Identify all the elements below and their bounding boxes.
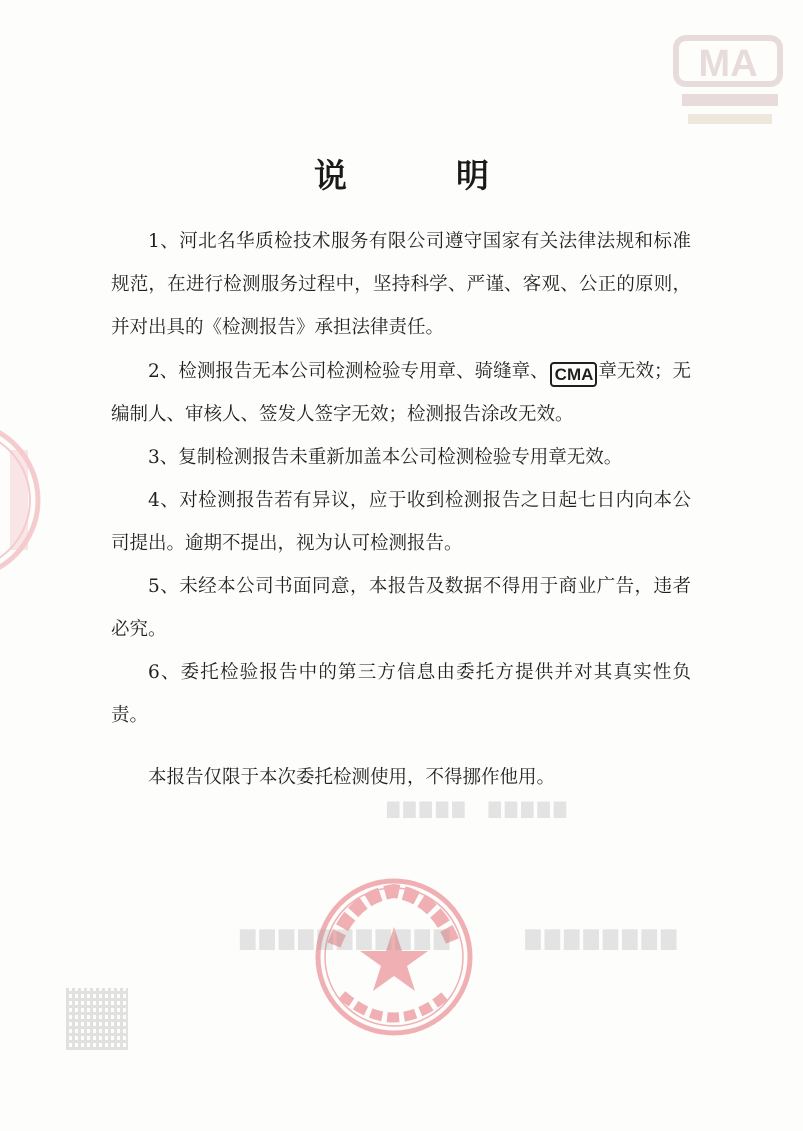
clause-4: 4、对检测报告若有异议，应于收到检测报告之日起七日内向本公司提出。逾期不提出，视为认可检测报告。	[111, 490, 691, 554]
page-title: 说 明	[314, 156, 527, 195]
cma-stamp-bleedthrough-icon	[668, 28, 788, 138]
svg-text:AM: AM	[698, 43, 758, 85]
qr-code-bleedthrough-icon	[66, 988, 128, 1050]
cma-mark-text: C	[554, 365, 567, 384]
bleedthrough-text-icon: ▇▇▇▇▇ ▇▇▇▇▇	[383, 799, 567, 818]
clause-2-text-after: 章无效；无编制人、审核人、签发人签字无效；检测报告涂改无效。	[111, 361, 691, 425]
closing-statement: 本报告仅限于本次委托检测使用，不得挪作他用。	[148, 767, 556, 788]
bleedthrough-text-icon: ▇▇▇▇▇▇▇▇ ▇▇▇▇▇▇▇▇▇▇▇	[236, 926, 677, 950]
riding-seal-edge-icon	[0, 420, 50, 580]
clause-2-text-before: 2、检测报告无本公司检测检验专用章、骑缝章、	[148, 361, 549, 382]
clause-2	[111, 350, 691, 436]
clause-3: 3、复制检测报告未重新加盖本公司检测检验专用章无效。	[148, 447, 623, 468]
clause-1: 1、河北名华质检技术服务有限公司遵守国家有关法律法规和标准规范，在进行检测服务过程中，坚持科学、严谨、客观、公正的原则，并对出具的《检测报告》承担法律责任。	[111, 231, 691, 338]
clause-5: 5、未经本公司书面同意，本报告及数据不得用于商业广告，违者必究。	[111, 576, 691, 640]
company-seal-icon	[312, 875, 477, 1040]
cma-mark-label: MA	[566, 365, 594, 384]
cma-mark-icon	[550, 362, 598, 387]
clause-6: 6、委托检验报告中的第三方信息由委托方提供并对其真实性负责。	[111, 662, 691, 726]
